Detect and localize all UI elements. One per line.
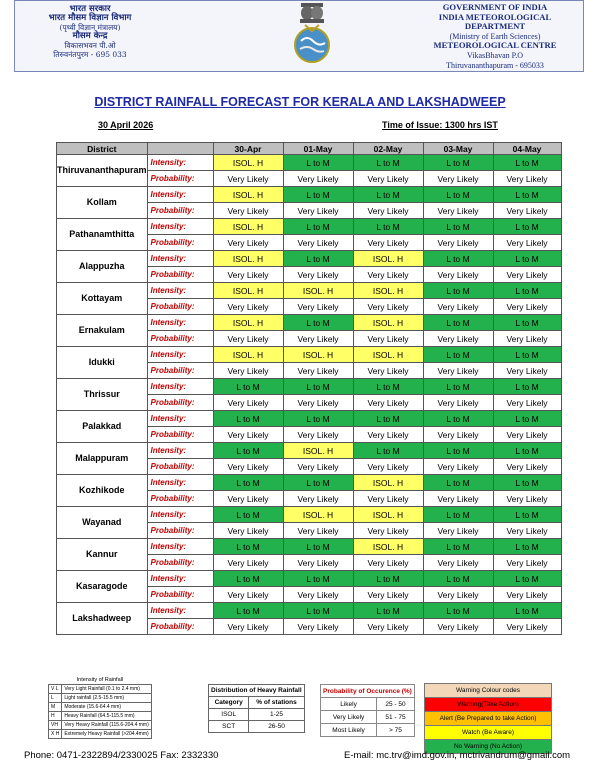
intensity-description: Extremely Heavy Rainfall (>204.4mm)	[62, 730, 151, 739]
district-name: Kozhikode	[57, 475, 148, 507]
english-line-6: VikasBhavan P.O	[467, 50, 523, 60]
warning-colour-item: Alert (Be Prepared to take Action)	[425, 712, 552, 726]
intensity-cell: L to M	[283, 315, 353, 331]
district-name: Idukki	[57, 347, 148, 379]
intensity-legend-row	[49, 712, 152, 721]
intensity-label: Intensity:	[147, 219, 213, 235]
intensity-cell: ISOL. H	[353, 347, 423, 363]
hindi-line-6: तिरुवनंतपुरम - 695 033	[53, 50, 127, 59]
intensity-cell: ISOL. H	[213, 187, 283, 203]
table-row-intensity	[57, 347, 562, 363]
probability-cell: Very Likely	[321, 711, 377, 724]
letterhead-english	[407, 3, 583, 70]
col-header-district: District	[57, 143, 148, 155]
probability-cell: Very Likely	[283, 235, 353, 251]
intensity-description: Light rainfall (2.5-15.5 mm)	[62, 694, 151, 703]
intensity-label: Intensity:	[147, 443, 213, 459]
intensity-cell: L to M	[423, 571, 493, 587]
col-header-day-3: 02-May	[353, 143, 423, 155]
probability-label: Probability:	[147, 299, 213, 315]
table-row-intensity	[57, 155, 562, 171]
probability-cell: Very Likely	[353, 299, 423, 315]
intensity-legend-row	[49, 694, 152, 703]
hindi-line-2: भारत मौसम विज्ञान विभाग	[48, 13, 132, 23]
intensity-cell: L to M	[423, 475, 493, 491]
probability-cell: Very Likely	[423, 267, 493, 283]
intensity-cell: L to M	[283, 219, 353, 235]
probability-cell: Very Likely	[493, 171, 561, 187]
probability-cell: Very Likely	[213, 619, 283, 635]
district-name: Palakkad	[57, 411, 148, 443]
intensity-cell: ISOL. H	[353, 251, 423, 267]
probability-cell: Very Likely	[283, 523, 353, 539]
intensity-cell: L to M	[353, 603, 423, 619]
intensity-cell: L to M	[423, 187, 493, 203]
intensity-cell: ISOL. H	[213, 219, 283, 235]
intensity-cell: L to M	[493, 443, 561, 459]
probability-cell: Very Likely	[213, 363, 283, 379]
intensity-cell: ISOL. H	[213, 315, 283, 331]
probability-cell: Very Likely	[213, 523, 283, 539]
probability-cell: Very Likely	[213, 203, 283, 219]
probability-cell: Very Likely	[283, 427, 353, 443]
intensity-cell: L to M	[283, 187, 353, 203]
intensity-cell: L to M	[493, 539, 561, 555]
distribution-header-category: Category	[209, 697, 249, 709]
table-row-intensity	[57, 283, 562, 299]
table-row-intensity	[57, 187, 562, 203]
emblem-icon	[287, 1, 337, 71]
probability-cell: Very Likely	[423, 395, 493, 411]
distribution-cell: 26-50	[249, 721, 304, 733]
probability-cell: > 75	[377, 724, 415, 737]
intensity-cell: L to M	[283, 379, 353, 395]
probability-cell: Very Likely	[423, 171, 493, 187]
probability-label: Probability:	[147, 395, 213, 411]
intensity-cell: L to M	[213, 571, 283, 587]
probability-cell: Very Likely	[423, 459, 493, 475]
intensity-cell: ISOL. H	[353, 315, 423, 331]
district-name: Alappuzha	[57, 251, 148, 283]
intensity-cell: L to M	[493, 347, 561, 363]
probability-cell: Very Likely	[353, 459, 423, 475]
intensity-label: Intensity:	[147, 507, 213, 523]
probability-cell: Very Likely	[213, 491, 283, 507]
footer-email: E-mail: mc.trv@imd.gov.in, mctrivandrum@gmail.com	[344, 750, 571, 761]
intensity-cell: ISOL. H	[283, 443, 353, 459]
intensity-cell: L to M	[353, 187, 423, 203]
probability-cell: Very Likely	[283, 555, 353, 571]
table-row-intensity	[57, 251, 562, 267]
intensity-cell: L to M	[423, 219, 493, 235]
probability-cell: Very Likely	[283, 459, 353, 475]
probability-cell: Very Likely	[423, 363, 493, 379]
district-name: Thrissur	[57, 379, 148, 411]
probability-cell: Very Likely	[353, 491, 423, 507]
letterhead	[14, 0, 584, 72]
intensity-cell: L to M	[423, 347, 493, 363]
hindi-line-5: विकासभवन पी.ओ	[64, 41, 116, 50]
probability-cell: Very Likely	[213, 395, 283, 411]
probability-cell: Very Likely	[353, 331, 423, 347]
probability-label: Probability:	[147, 523, 213, 539]
district-name: Kottayam	[57, 283, 148, 315]
intensity-cell: L to M	[213, 475, 283, 491]
probability-cell: Very Likely	[213, 587, 283, 603]
intensity-label: Intensity:	[147, 475, 213, 491]
intensity-cell: L to M	[283, 539, 353, 555]
probability-cell: Very Likely	[493, 555, 561, 571]
intensity-legend-row	[49, 685, 152, 694]
probability-label: Probability:	[147, 619, 213, 635]
intensity-cell: L to M	[493, 155, 561, 171]
letterhead-hindi	[15, 5, 165, 59]
intensity-cell: ISOL. H	[213, 155, 283, 171]
english-line-3: DEPARTMENT	[464, 21, 526, 32]
table-row-intensity	[57, 379, 562, 395]
probability-cell: Very Likely	[423, 555, 493, 571]
probability-cell: Very Likely	[283, 267, 353, 283]
probability-cell: Very Likely	[283, 299, 353, 315]
distribution-cell: SCT	[209, 721, 249, 733]
intensity-cell: L to M	[493, 475, 561, 491]
intensity-cell: L to M	[353, 571, 423, 587]
probability-cell: Very Likely	[353, 363, 423, 379]
probability-cell: Very Likely	[493, 587, 561, 603]
intensity-cell: ISOL. H	[213, 283, 283, 299]
warning-legend-caption: Warning Colour codes	[425, 684, 552, 698]
probability-cell: Very Likely	[353, 267, 423, 283]
intensity-label: Intensity:	[147, 187, 213, 203]
probability-cell: Very Likely	[213, 459, 283, 475]
intensity-label: Intensity:	[147, 283, 213, 299]
probability-cell: Very Likely	[493, 363, 561, 379]
forecast-table	[56, 142, 562, 635]
intensity-cell: L to M	[423, 155, 493, 171]
probability-cell: Very Likely	[353, 171, 423, 187]
probability-cell: Very Likely	[353, 587, 423, 603]
intensity-cell: ISOL. H	[283, 507, 353, 523]
warning-colour-item: Warning(Take Action)	[425, 698, 552, 712]
col-header-day-5: 04-May	[493, 143, 561, 155]
warning-legend	[424, 683, 552, 754]
district-name: Malappuram	[57, 443, 148, 475]
intensity-cell: L to M	[493, 283, 561, 299]
footer-phone: Phone: 0471-2322894/2330025 Fax: 2332330	[24, 750, 219, 761]
intensity-cell: L to M	[353, 411, 423, 427]
english-line-7: Thiruvananthapuram - 695033	[446, 60, 544, 70]
probability-legend-caption: Probability of Occurence (%)	[321, 685, 415, 698]
intensity-cell: L to M	[423, 603, 493, 619]
intensity-code: VH	[49, 721, 62, 730]
intensity-cell: L to M	[213, 379, 283, 395]
distribution-header-stations: % of stations	[249, 697, 304, 709]
probability-cell: Very Likely	[493, 299, 561, 315]
probability-cell: Very Likely	[213, 267, 283, 283]
district-name: Kasaragode	[57, 571, 148, 603]
intensity-cell: L to M	[213, 411, 283, 427]
col-header-day-4: 03-May	[423, 143, 493, 155]
probability-label: Probability:	[147, 171, 213, 187]
intensity-legend-row	[49, 703, 152, 712]
intensity-cell: L to M	[353, 219, 423, 235]
table-row-intensity	[57, 443, 562, 459]
probability-cell: Very Likely	[493, 491, 561, 507]
intensity-code: L	[49, 694, 62, 703]
col-header-day-1: 30-Apr	[213, 143, 283, 155]
intensity-cell: ISOL. H	[213, 251, 283, 267]
intensity-cell: L to M	[353, 379, 423, 395]
intensity-cell: ISOL. H	[213, 347, 283, 363]
forecast-date: 30 April 2026	[98, 120, 154, 130]
table-row-intensity	[57, 603, 562, 619]
probability-label: Probability:	[147, 203, 213, 219]
probability-cell: Very Likely	[353, 555, 423, 571]
intensity-description: Very Heavy Rainfall (115.6-204.4 mm)	[62, 721, 151, 730]
intensity-cell: L to M	[283, 155, 353, 171]
district-name: Kollam	[57, 187, 148, 219]
probability-cell: Very Likely	[493, 459, 561, 475]
intensity-description: Heavy Rainfall (64.5-115.5 mm)	[62, 712, 151, 721]
intensity-cell: L to M	[493, 507, 561, 523]
probability-cell: Very Likely	[353, 523, 423, 539]
intensity-cell: ISOL. H	[283, 283, 353, 299]
probability-legend	[320, 684, 415, 737]
probability-cell: Very Likely	[493, 395, 561, 411]
probability-cell: Very Likely	[353, 619, 423, 635]
intensity-cell: L to M	[283, 571, 353, 587]
table-row-intensity	[57, 539, 562, 555]
table-row-intensity	[57, 411, 562, 427]
intensity-cell: L to M	[213, 539, 283, 555]
intensity-legend	[48, 676, 152, 739]
probability-label: Probability:	[147, 267, 213, 283]
probability-cell: Very Likely	[353, 235, 423, 251]
distribution-legend	[208, 684, 305, 733]
probability-cell: Very Likely	[283, 491, 353, 507]
english-line-5: METEOROLOGICAL CENTRE	[433, 40, 557, 51]
intensity-label: Intensity:	[147, 539, 213, 555]
probability-cell: Very Likely	[213, 331, 283, 347]
intensity-code: H	[49, 712, 62, 721]
intensity-cell: L to M	[493, 315, 561, 331]
intensity-cell: L to M	[493, 379, 561, 395]
warning-colour-item: Watch (Be Aware)	[425, 726, 552, 740]
probability-label: Probability:	[147, 331, 213, 347]
intensity-code: X H	[49, 730, 62, 739]
intensity-cell: L to M	[493, 251, 561, 267]
intensity-description: Moderate (15.6-64.4 mm)	[62, 703, 151, 712]
probability-cell: Very Likely	[213, 299, 283, 315]
table-row-intensity	[57, 475, 562, 491]
probability-cell: Very Likely	[423, 203, 493, 219]
intensity-cell: L to M	[283, 603, 353, 619]
hindi-line-4: मौसम केन्द्र	[72, 31, 108, 41]
intensity-cell: L to M	[493, 571, 561, 587]
col-header-type	[147, 143, 213, 155]
district-name: Pathanamthitta	[57, 219, 148, 251]
probability-cell: Very Likely	[423, 235, 493, 251]
intensity-cell: ISOL. H	[353, 475, 423, 491]
table-row-intensity	[57, 571, 562, 587]
probability-cell: 25 - 50	[377, 698, 415, 711]
intensity-label: Intensity:	[147, 379, 213, 395]
intensity-cell: L to M	[423, 315, 493, 331]
table-row-intensity	[57, 219, 562, 235]
probability-cell: Very Likely	[283, 395, 353, 411]
intensity-label: Intensity:	[147, 315, 213, 331]
intensity-cell: L to M	[423, 283, 493, 299]
intensity-cell: L to M	[423, 539, 493, 555]
probability-cell: Very Likely	[493, 523, 561, 539]
probability-label: Probability:	[147, 235, 213, 251]
probability-cell: Very Likely	[353, 203, 423, 219]
intensity-label: Intensity:	[147, 347, 213, 363]
probability-cell: Very Likely	[283, 203, 353, 219]
probability-cell: Likely	[321, 698, 377, 711]
district-name: Lakshadweep	[57, 603, 148, 635]
table-row-intensity	[57, 507, 562, 523]
probability-cell: Very Likely	[353, 395, 423, 411]
page-title: DISTRICT RAINFALL FORECAST FOR KERALA AND LAKSHADWEEP	[94, 95, 506, 109]
probability-cell: Very Likely	[283, 171, 353, 187]
district-name: Thiruvananthapuram	[57, 155, 148, 187]
probability-cell: Very Likely	[423, 587, 493, 603]
probability-cell: Very Likely	[493, 203, 561, 219]
distribution-legend-caption: Distribution of Heavy Rainfall	[209, 685, 305, 697]
intensity-cell: ISOL. H	[283, 347, 353, 363]
intensity-code: M	[49, 703, 62, 712]
probability-cell: Very Likely	[213, 427, 283, 443]
warning-colour-item: No Warning (No Action)	[425, 740, 552, 754]
probability-cell: Very Likely	[493, 235, 561, 251]
intensity-legend-caption: Intensity of Rainfall	[76, 677, 124, 683]
intensity-cell: L to M	[493, 219, 561, 235]
intensity-cell: L to M	[423, 251, 493, 267]
col-header-day-2: 01-May	[283, 143, 353, 155]
probability-cell: Very Likely	[423, 619, 493, 635]
intensity-cell: ISOL. H	[353, 283, 423, 299]
hindi-line-3: (पृथ्वी विज्ञान मंत्रालय)	[59, 23, 121, 32]
intensity-cell: L to M	[493, 603, 561, 619]
hindi-line-1: भारत सरकार	[69, 4, 111, 14]
intensity-cell: L to M	[423, 507, 493, 523]
distribution-cell: 1-25	[249, 709, 304, 721]
intensity-cell: L to M	[493, 187, 561, 203]
intensity-cell: L to M	[283, 251, 353, 267]
intensity-label: Intensity:	[147, 155, 213, 171]
probability-cell: Very Likely	[283, 363, 353, 379]
probability-cell: Very Likely	[423, 299, 493, 315]
district-name: Wayanad	[57, 507, 148, 539]
probability-cell: 51 - 75	[377, 711, 415, 724]
intensity-cell: L to M	[493, 411, 561, 427]
english-line-4: (Ministry of Earth Sciences)	[449, 31, 541, 41]
intensity-label: Intensity:	[147, 571, 213, 587]
table-header-row	[57, 143, 562, 155]
intensity-legend-row	[49, 721, 152, 730]
probability-label: Probability:	[147, 587, 213, 603]
intensity-legend-row	[49, 730, 152, 739]
probability-label: Probability:	[147, 491, 213, 507]
intensity-cell: ISOL. H	[353, 539, 423, 555]
intensity-cell: L to M	[213, 443, 283, 459]
intensity-cell: L to M	[213, 603, 283, 619]
intensity-label: Intensity:	[147, 251, 213, 267]
probability-label: Probability:	[147, 459, 213, 475]
probability-cell: Very Likely	[493, 331, 561, 347]
probability-label: Probability:	[147, 555, 213, 571]
intensity-cell: L to M	[423, 411, 493, 427]
district-name: Ernakulam	[57, 315, 148, 347]
intensity-cell: L to M	[353, 443, 423, 459]
intensity-description: Very Light Rainfall (0.1 to 2.4 mm)	[62, 685, 151, 694]
probability-cell: Very Likely	[213, 235, 283, 251]
probability-cell: Very Likely	[423, 523, 493, 539]
probability-cell: Very Likely	[353, 427, 423, 443]
intensity-cell: L to M	[213, 507, 283, 523]
probability-cell: Very Likely	[423, 427, 493, 443]
probability-label: Probability:	[147, 363, 213, 379]
probability-cell: Very Likely	[493, 427, 561, 443]
intensity-label: Intensity:	[147, 411, 213, 427]
district-name: Kannur	[57, 539, 148, 571]
english-line-1: GOVERNMENT OF INDIA	[442, 2, 548, 12]
probability-cell: Most Likely	[321, 724, 377, 737]
intensity-cell: L to M	[283, 475, 353, 491]
probability-cell: Very Likely	[423, 491, 493, 507]
forecast-table-body	[57, 155, 562, 635]
probability-cell: Very Likely	[283, 619, 353, 635]
probability-cell: Very Likely	[493, 267, 561, 283]
probability-cell: Very Likely	[213, 555, 283, 571]
table-row-intensity	[57, 315, 562, 331]
probability-label: Probability:	[147, 427, 213, 443]
intensity-cell: L to M	[353, 155, 423, 171]
issue-time: Time of Issue: 1300 hrs IST	[382, 120, 498, 130]
intensity-cell: L to M	[283, 411, 353, 427]
distribution-cell: ISOL	[209, 709, 249, 721]
intensity-label: Intensity:	[147, 603, 213, 619]
intensity-code: V L	[49, 685, 62, 694]
english-line-2: INDIA METEOROLOGICAL	[438, 11, 552, 22]
probability-cell: Very Likely	[423, 331, 493, 347]
intensity-cell: ISOL. H	[353, 507, 423, 523]
intensity-cell: L to M	[423, 379, 493, 395]
probability-cell: Very Likely	[283, 587, 353, 603]
probability-cell: Very Likely	[493, 619, 561, 635]
probability-cell: Very Likely	[283, 331, 353, 347]
probability-cell: Very Likely	[213, 171, 283, 187]
intensity-cell: L to M	[423, 443, 493, 459]
